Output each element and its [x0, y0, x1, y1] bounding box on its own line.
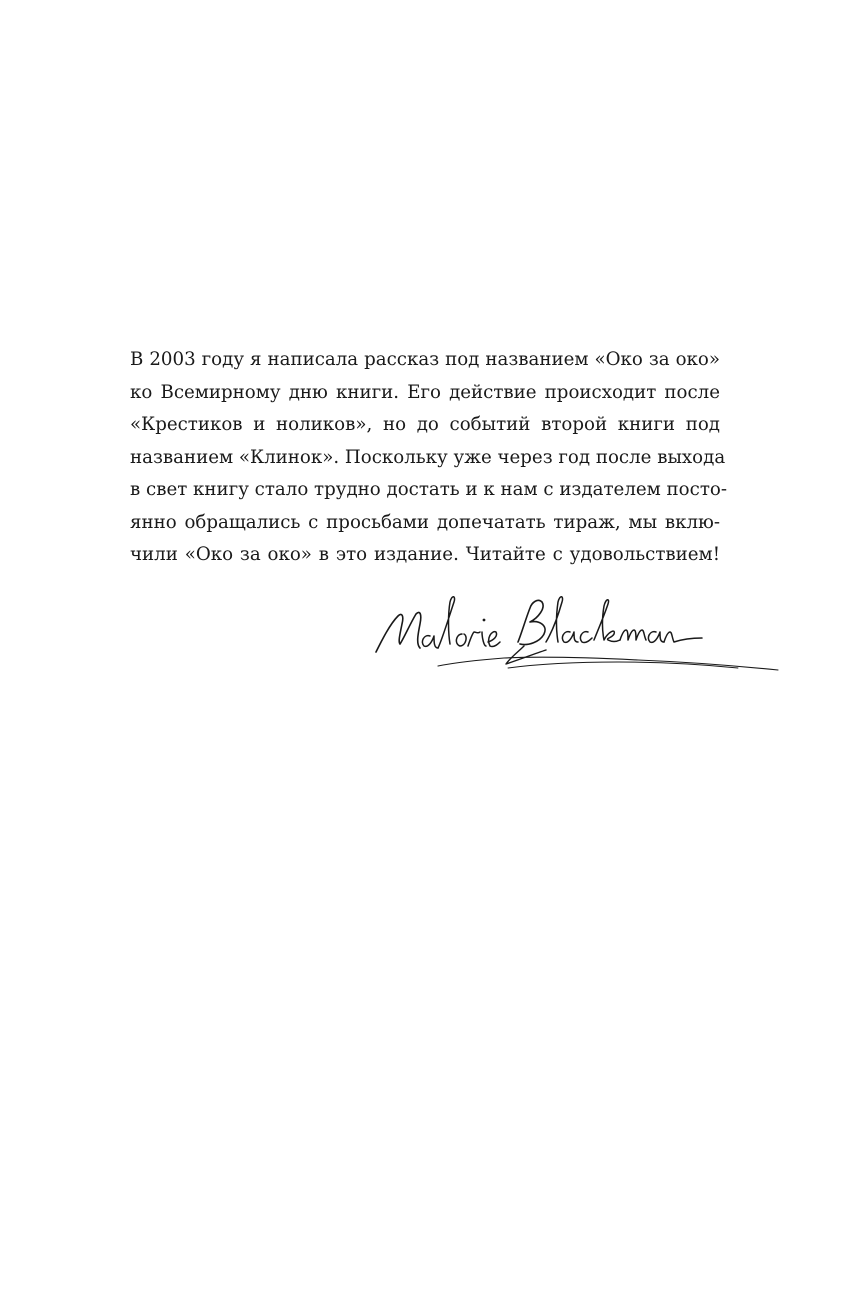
- paragraph-line: янно обращались с просьбами допечатать тираж, мы вклю-: [130, 511, 720, 533]
- paragraph-line: названием «Клинок». Поскольку уже через год после выхода: [130, 446, 726, 468]
- paragraph-line: «Крестиков и ноликов», но до событий второй книги под: [130, 414, 720, 435]
- author-signature: [368, 580, 780, 680]
- paragraph-line: ко Всемирному дню книги. Его действие происходит после: [130, 381, 720, 403]
- paragraph-line: чили «Око за око» в это издание. Читайте с удовольствием!: [130, 544, 720, 565]
- paragraph-line: в свет книгу стало трудно достать и к нам с издателем посто-: [130, 479, 727, 500]
- paragraph-line: В 2003 году я написала рассказ под названием «Око за око»: [130, 349, 720, 370]
- signature-drawing: [368, 580, 780, 680]
- author-note-paragraph: [130, 344, 727, 572]
